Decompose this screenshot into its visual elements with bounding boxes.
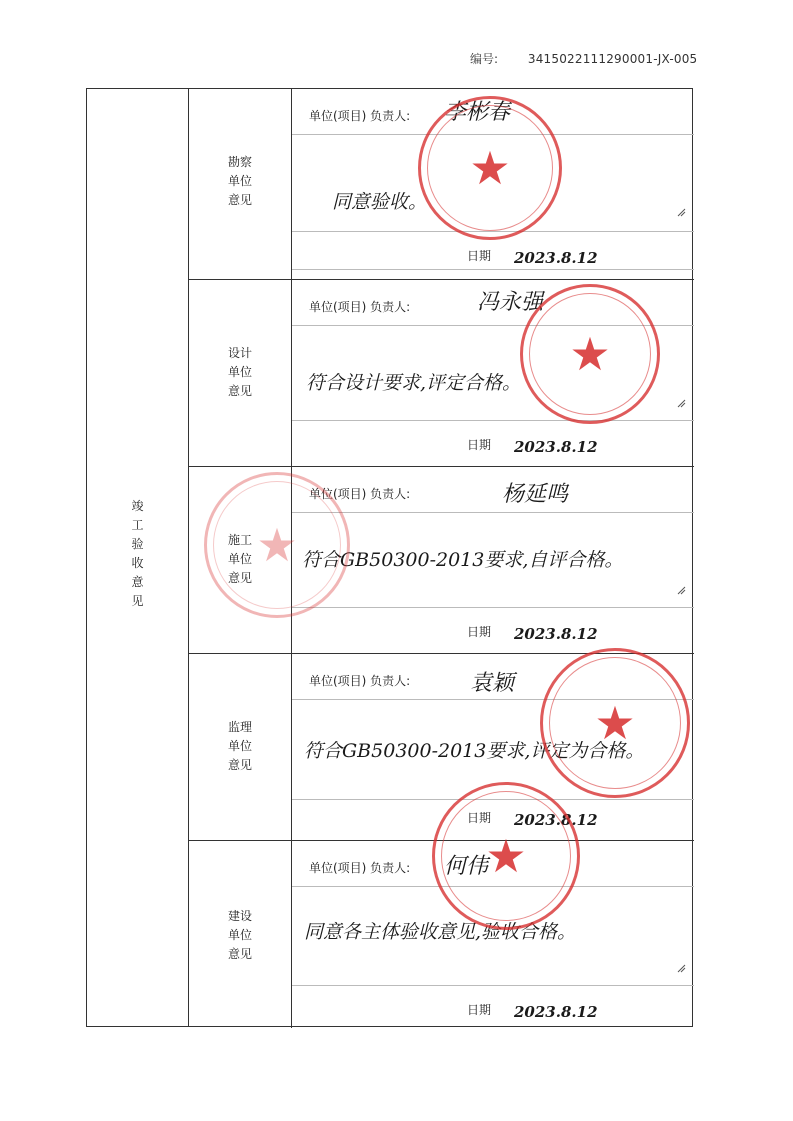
opinion-text: 同意各主体验收意见,验收合格。 [304, 921, 577, 943]
date-label: 日期 [467, 438, 492, 452]
date-label: 日期 [467, 625, 492, 639]
responsible-label: 单位(项目) 负责人: [309, 487, 411, 501]
section-label: 施工 单位 意见 [189, 467, 292, 653]
opinion-text: 符合设计要求,评定合格。 [306, 372, 522, 394]
signature: 袁颖 [470, 671, 515, 696]
divider [292, 985, 694, 986]
main-label-column [87, 89, 189, 1026]
divider [292, 269, 694, 270]
responsible-label: 单位(项目) 负责人: [309, 674, 411, 688]
signature: 冯永强 [477, 290, 544, 315]
document-number-value: 3415022111290001-JX-005 [527, 52, 698, 66]
responsible-label: 单位(项目) 负责人: [309, 300, 411, 314]
star-icon: ★ [485, 829, 527, 883]
signature: 杨延鸣 [502, 482, 569, 507]
section-owner [189, 840, 694, 1028]
divider [292, 699, 694, 700]
section-supervision [189, 653, 694, 840]
document-number-label: 编号: [470, 52, 499, 66]
star-icon: ★ [569, 327, 611, 381]
divider [292, 799, 694, 800]
section-label: 建设 单位 意见 [189, 841, 292, 1028]
resize-handle-icon[interactable] [676, 207, 686, 217]
section-survey [189, 89, 694, 279]
opinion-text: 符合GB50300-2013要求,评定为合格。 [304, 740, 645, 762]
date-value: 2023.8.12 [514, 249, 598, 267]
section-body [292, 89, 694, 279]
divider [292, 886, 694, 887]
section-body [292, 654, 694, 840]
opinion-text: 符合GB50300-2013要求,自评合格。 [302, 549, 624, 571]
signature: 何伟 [444, 854, 489, 879]
signature: 李彬春 [444, 100, 511, 125]
star-icon: ★ [256, 518, 298, 572]
star-icon: ★ [469, 141, 511, 195]
divider [292, 134, 694, 135]
document-number [470, 50, 697, 67]
opinion-text: 同意验收。 [332, 191, 428, 213]
resize-handle-icon[interactable] [676, 585, 686, 595]
acceptance-form-table [86, 88, 693, 1027]
responsible-label: 单位(项目) 负责人: [309, 861, 411, 875]
section-construction [189, 466, 694, 653]
star-icon: ★ [594, 696, 636, 750]
main-label: 竣 工 验 收 意 见 [131, 499, 144, 608]
divider [292, 607, 694, 608]
section-label: 监理 单位 意见 [189, 654, 292, 840]
resize-handle-icon[interactable] [676, 963, 686, 973]
responsible-label: 单位(项目) 负责人: [309, 109, 411, 123]
date-value: 2023.8.12 [514, 1003, 598, 1021]
date-label: 日期 [467, 811, 492, 825]
divider [292, 512, 694, 513]
divider [292, 420, 694, 421]
date-value: 2023.8.12 [514, 438, 598, 456]
divider [292, 325, 694, 326]
date-value: 2023.8.12 [514, 625, 598, 643]
resize-handle-icon[interactable] [676, 398, 686, 408]
section-design [189, 279, 694, 466]
date-label: 日期 [467, 1003, 492, 1017]
divider [292, 231, 694, 232]
section-body [292, 280, 694, 466]
date-label: 日期 [467, 249, 492, 263]
section-label: 设计 单位 意见 [189, 280, 292, 466]
section-body [292, 841, 694, 1028]
section-label: 勘察 单位 意见 [189, 89, 292, 279]
section-body [292, 467, 694, 653]
date-value: 2023.8.12 [514, 811, 598, 829]
